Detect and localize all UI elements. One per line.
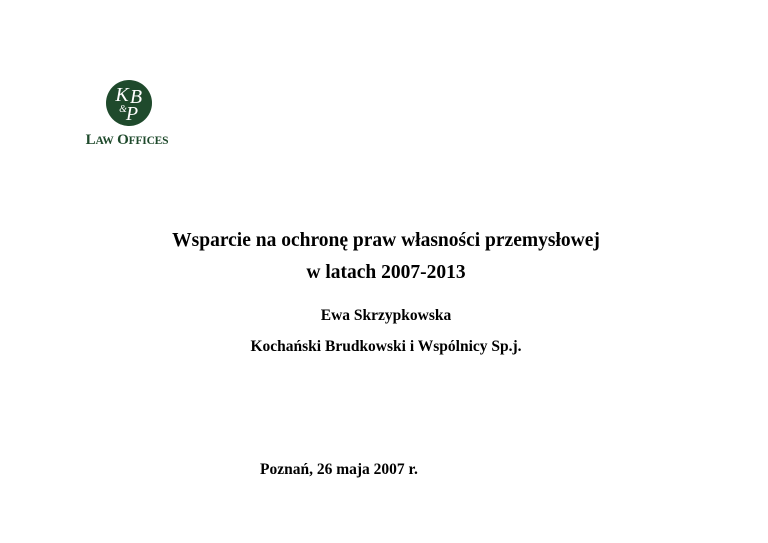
- monogram-letter-k: K: [115, 84, 129, 106]
- wordmark-o: O: [117, 132, 129, 148]
- law-offices-logo: [84, 79, 170, 151]
- title-line-1: Wsparcie na ochronę praw własności przemysłowej: [172, 230, 600, 251]
- wordmark-l: L: [85, 132, 96, 148]
- law-offices-wordmark: [84, 133, 170, 149]
- monogram-letter-p: P: [125, 103, 139, 125]
- monogram-ampersand: &: [119, 104, 127, 115]
- title-line-2: w latach 2007-2013: [306, 262, 466, 283]
- author-name: Ewa Skrzypkowska: [320, 307, 452, 324]
- monogram-letter-b: B: [129, 86, 143, 108]
- firm-name: Kochański Brudkowski i Wspólnicy Sp.j.: [250, 338, 522, 355]
- wordmark-aw: AW: [95, 135, 114, 147]
- kbp-monogram-emblem: [105, 79, 153, 127]
- place-and-date: Poznań, 26 maja 2007 r.: [260, 461, 418, 478]
- wordmark-ffices: FFICES: [128, 135, 169, 147]
